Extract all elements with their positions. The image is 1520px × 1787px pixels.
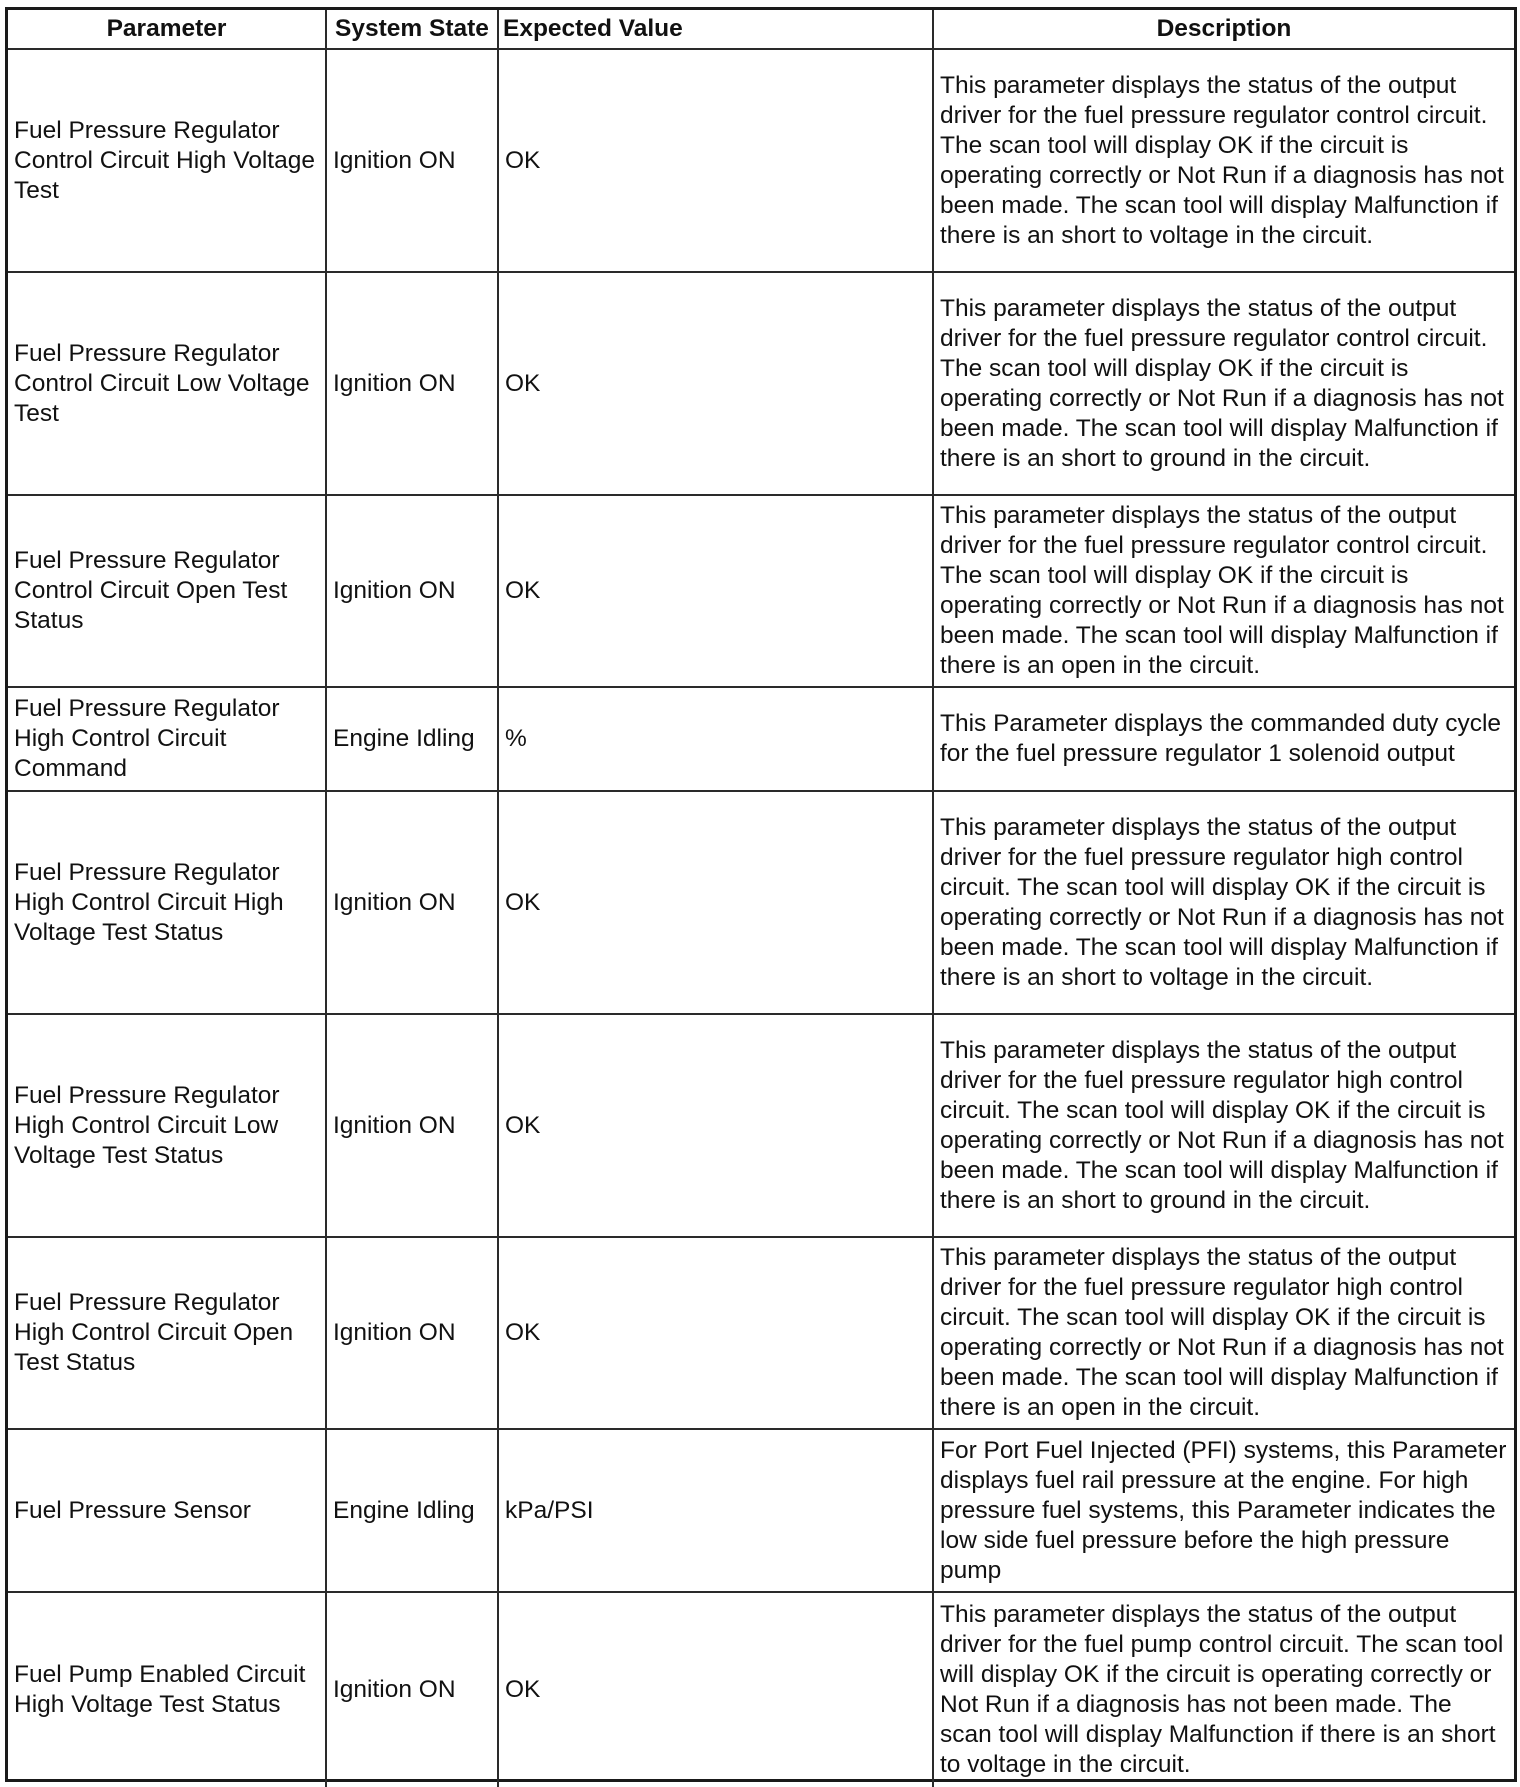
parameter-table-document [5,7,1517,1782]
cell-description: For Port Fuel Injected (PFI) systems, this Parameter displays fuel rail pressure at the engine. For high pressure fuel systems, this Parameter indicates the low side fuel pressure before the high pressure pump [933,1429,1514,1592]
header-expected-value: Expected Value [498,10,933,49]
cell-description: This parameter displays the status of the output driver for the fuel pressure regulator control circuit. The scan tool will display OK if the circuit is operating correctly or Not Run if a diagnosis has not been made. The scan tool will display Malfunction if there is an short to ground in the circuit. [933,272,1514,495]
cell-system-state: Ignition ON [326,49,498,272]
table-header-row [8,10,1514,49]
cell-expected-value: OK [498,1237,933,1429]
cell-system-state: Ignition ON [326,495,498,687]
cell-parameter: Fuel Pump Enabled Circuit High Voltage Test Status [8,1592,326,1787]
cell-parameter: Fuel Pressure Regulator High Control Circuit Command [8,687,326,791]
table-row [8,272,1514,495]
cell-expected-value: OK [498,49,933,272]
table-row [8,1592,1514,1787]
cell-system-state: Engine Idling [326,687,498,791]
cell-expected-value: OK [498,272,933,495]
table-row [8,1014,1514,1237]
cell-expected-value: OK [498,1014,933,1237]
cell-expected-value: % [498,687,933,791]
cell-parameter: Fuel Pressure Regulator High Control Circuit Open Test Status [8,1237,326,1429]
cell-system-state: Ignition ON [326,1592,498,1787]
cell-system-state: Ignition ON [326,1237,498,1429]
cell-expected-value: OK [498,495,933,687]
cell-parameter: Fuel Pressure Regulator Control Circuit High Voltage Test [8,49,326,272]
cell-description: This parameter displays the status of the output driver for the fuel pressure regulator high control circuit. The scan tool will display OK if the circuit is operating correctly or Not Run if a diagnosis has not been made. The scan tool will display Malfunction if there is an short to voltage in the circuit. [933,791,1514,1014]
cell-parameter: Fuel Pressure Regulator Control Circuit Open Test Status [8,495,326,687]
parameter-table [8,10,1514,1787]
cell-description: This parameter displays the status of the output driver for the fuel pump control circuit. The scan tool will display OK if the circuit is operating correctly or Not Run if a diagnosis has not been made. The scan tool will display Malfunction if there is an short to voltage in the circuit. [933,1592,1514,1787]
table-row [8,1429,1514,1592]
cell-description: This parameter displays the status of the output driver for the fuel pressure regulator control circuit. The scan tool will display OK if the circuit is operating correctly or Not Run if a diagnosis has not been made. The scan tool will display Malfunction if there is an open in the circuit. [933,495,1514,687]
header-parameter: Parameter [8,10,326,49]
header-system-state: System State [326,10,498,49]
cell-parameter: Fuel Pressure Regulator High Control Circuit High Voltage Test Status [8,791,326,1014]
cell-parameter: Fuel Pressure Regulator Control Circuit Low Voltage Test [8,272,326,495]
cell-system-state: Ignition ON [326,791,498,1014]
header-description: Description [933,10,1514,49]
cell-expected-value: kPa/PSI [498,1429,933,1592]
cell-parameter: Fuel Pressure Sensor [8,1429,326,1592]
table-row [8,495,1514,687]
cell-system-state: Engine Idling [326,1429,498,1592]
cell-system-state: Ignition ON [326,1014,498,1237]
cell-system-state: Ignition ON [326,272,498,495]
cell-description: This parameter displays the status of the output driver for the fuel pressure regulator high control circuit. The scan tool will display OK if the circuit is operating correctly or Not Run if a diagnosis has not been made. The scan tool will display Malfunction if there is an short to ground in the circuit. [933,1014,1514,1237]
cell-description: This parameter displays the status of the output driver for the fuel pressure regulator control circuit. The scan tool will display OK if the circuit is operating correctly or Not Run if a diagnosis has not been made. The scan tool will display Malfunction if there is an short to voltage in the circuit. [933,49,1514,272]
table-row [8,791,1514,1014]
cell-parameter: Fuel Pressure Regulator High Control Circuit Low Voltage Test Status [8,1014,326,1237]
table-row [8,49,1514,272]
cell-expected-value: OK [498,791,933,1014]
cell-expected-value: OK [498,1592,933,1787]
cell-description: This Parameter displays the commanded duty cycle for the fuel pressure regulator 1 solenoid output [933,687,1514,791]
table-row [8,687,1514,791]
cell-description: This parameter displays the status of the output driver for the fuel pressure regulator high control circuit. The scan tool will display OK if the circuit is operating correctly or Not Run if a diagnosis has not been made. The scan tool will display Malfunction if there is an open in the circuit. [933,1237,1514,1429]
table-row [8,1237,1514,1429]
